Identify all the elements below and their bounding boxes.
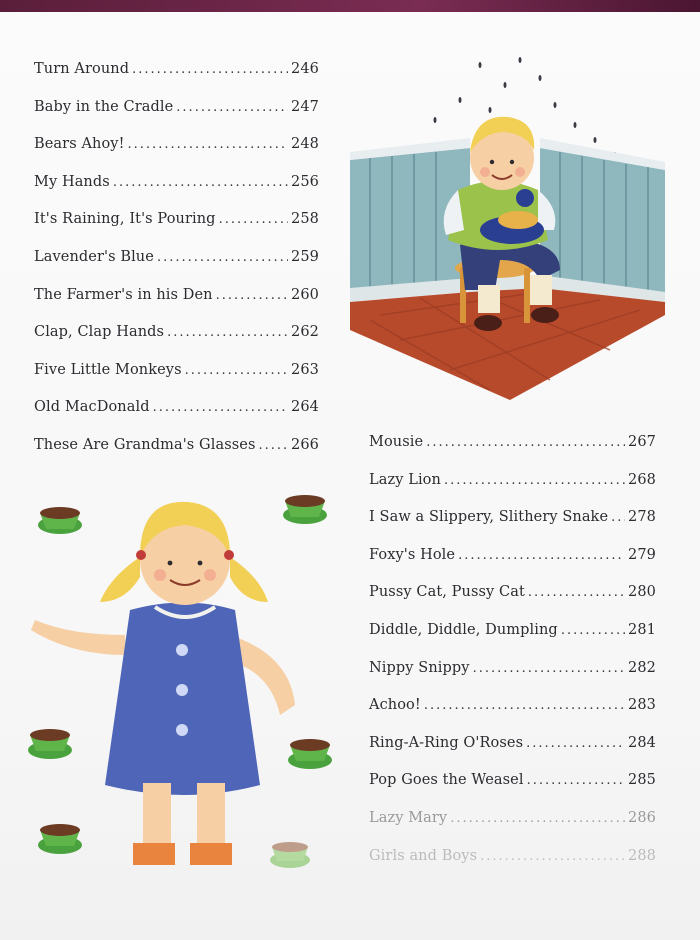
toc-leader-dots — [153, 397, 288, 419]
toc-leader-dots — [480, 846, 625, 868]
toc-entry[interactable] — [34, 96, 319, 134]
toc-entry-page: 247 — [291, 98, 319, 115]
toc-leader-dots — [167, 322, 288, 344]
toc-leader-dots — [216, 285, 288, 307]
toc-entry-page: 258 — [291, 211, 319, 228]
toc-entry-title: Achoo! — [369, 697, 421, 714]
toc-entry-page: 263 — [291, 361, 319, 378]
teacup-icon — [38, 507, 82, 534]
toc-entry-title: Diddle, Diddle, Dumpling — [369, 621, 558, 638]
toc-leader-dots — [527, 770, 625, 792]
toc-entry-title: Ring-A-Ring O'Roses — [369, 734, 524, 751]
toc-entry-page: 279 — [628, 546, 656, 563]
toc-entry-title: It's Raining, It's Pouring — [34, 211, 216, 228]
toc-entry-title: Lazy Lion — [369, 471, 441, 488]
toc-entry-title: Lavender's Blue — [34, 248, 154, 265]
boy-with-toy-illustration — [340, 30, 675, 420]
toc-leader-dots — [444, 470, 625, 492]
toc-entry[interactable] — [34, 208, 319, 246]
teacup-icon — [270, 842, 310, 868]
toc-entry-page: 266 — [291, 436, 319, 453]
toc-leader-dots — [219, 209, 288, 231]
toc-entry[interactable] — [369, 769, 656, 807]
book-top-edge — [0, 0, 700, 12]
toc-entry-page: 262 — [291, 324, 319, 341]
toc-entry-title: My Hands — [34, 173, 110, 190]
toc-entry[interactable] — [369, 694, 656, 732]
toc-right-column — [369, 431, 656, 882]
toc-entry[interactable] — [369, 581, 656, 619]
toc-entry[interactable] — [369, 732, 656, 770]
toc-entry-title: Baby in the Cradle — [34, 98, 174, 115]
toc-leader-dots — [132, 59, 288, 81]
toc-entry-page: 256 — [291, 173, 319, 190]
toc-entry-page: 246 — [291, 61, 319, 77]
toc-leader-dots — [473, 658, 625, 680]
toc-entry[interactable] — [34, 133, 319, 171]
toc-entry-page: 283 — [628, 697, 656, 714]
toc-entry-title: Clap, Clap Hands — [34, 324, 165, 341]
toc-entry-page: 285 — [628, 772, 656, 789]
toc-entry[interactable] — [34, 246, 319, 284]
toc-leader-dots — [157, 247, 288, 269]
toc-entry-title: Pussy Cat, Pussy Cat — [369, 584, 525, 601]
toc-entry-page: 259 — [291, 248, 319, 265]
toc-entry[interactable] — [34, 434, 319, 472]
toc-entry-page: 268 — [628, 471, 656, 488]
toc-entry-title: I Saw a Slippery, Slithery Snake — [369, 509, 609, 526]
toc-entry-page: 248 — [291, 136, 319, 153]
toc-entry-title: These Are Grandma's Glasses — [34, 436, 256, 453]
toc-entry[interactable] — [34, 396, 319, 434]
toc-entry[interactable] — [369, 657, 656, 695]
toc-entry-title: Nippy Snippy — [369, 659, 470, 676]
toc-leader-dots — [176, 97, 288, 119]
toc-entry-page: 286 — [628, 809, 656, 826]
toc-entry-title: Girls and Boys — [369, 847, 478, 864]
toc-entry-page: 280 — [628, 584, 656, 601]
toc-leader-dots — [458, 545, 625, 567]
teacup-icon — [283, 495, 327, 524]
toc-leader-dots — [259, 435, 289, 457]
toc-leader-dots — [426, 432, 625, 454]
toc-entry[interactable] — [369, 619, 656, 657]
toc-entry-title: Foxy's Hole — [369, 546, 456, 563]
toc-entry-title: Five Little Monkeys — [34, 361, 182, 378]
toc-entry[interactable] — [369, 807, 656, 845]
toc-leader-dots — [185, 360, 288, 382]
toc-entry-title: Mousie — [369, 434, 424, 450]
teacup-icon — [28, 729, 72, 759]
toc-entry-page: 282 — [628, 659, 656, 676]
toc-leader-dots — [424, 695, 625, 717]
toc-leader-dots — [561, 620, 625, 642]
toc-entry[interactable] — [369, 431, 656, 469]
toc-left-column — [34, 58, 319, 472]
toc-entry[interactable] — [34, 58, 319, 96]
toc-entry[interactable] — [34, 359, 319, 397]
toc-entry-title: Bears Ahoy! — [34, 136, 125, 153]
teacup-icon — [288, 739, 332, 769]
toc-entry-page: 278 — [628, 509, 656, 526]
toc-entry[interactable] — [34, 171, 319, 209]
teacup-icon — [38, 824, 82, 854]
toc-entry-title: Pop Goes the Weasel — [369, 772, 524, 789]
toc-entry[interactable] — [34, 284, 319, 322]
toc-entry-title: Turn Around — [34, 61, 130, 77]
toc-entry[interactable] — [369, 469, 656, 507]
toc-entry-title: The Farmer's in his Den — [34, 286, 213, 303]
toc-entry-page: 260 — [291, 286, 319, 303]
toc-leader-dots — [128, 134, 288, 156]
girl-juggling-cups-illustration — [15, 485, 335, 895]
toc-entry-title: Lazy Mary — [369, 809, 448, 826]
toc-entry[interactable] — [369, 544, 656, 582]
toc-leader-dots — [526, 733, 625, 755]
toc-leader-dots — [611, 507, 625, 529]
toc-entry-page: 281 — [628, 621, 656, 638]
toc-entry-page: 264 — [291, 399, 319, 416]
toc-entry[interactable] — [369, 845, 656, 883]
toc-leader-dots — [113, 172, 288, 194]
toc-entry[interactable] — [34, 321, 319, 359]
toc-entry-title: Old MacDonald — [34, 399, 150, 416]
toc-leader-dots — [528, 582, 625, 604]
toc-entry-page: 267 — [628, 434, 656, 450]
toc-entry[interactable] — [369, 506, 656, 544]
toc-entry-page: 284 — [628, 734, 656, 751]
toc-leader-dots — [450, 808, 625, 830]
toc-entry-page: 288 — [628, 847, 656, 864]
